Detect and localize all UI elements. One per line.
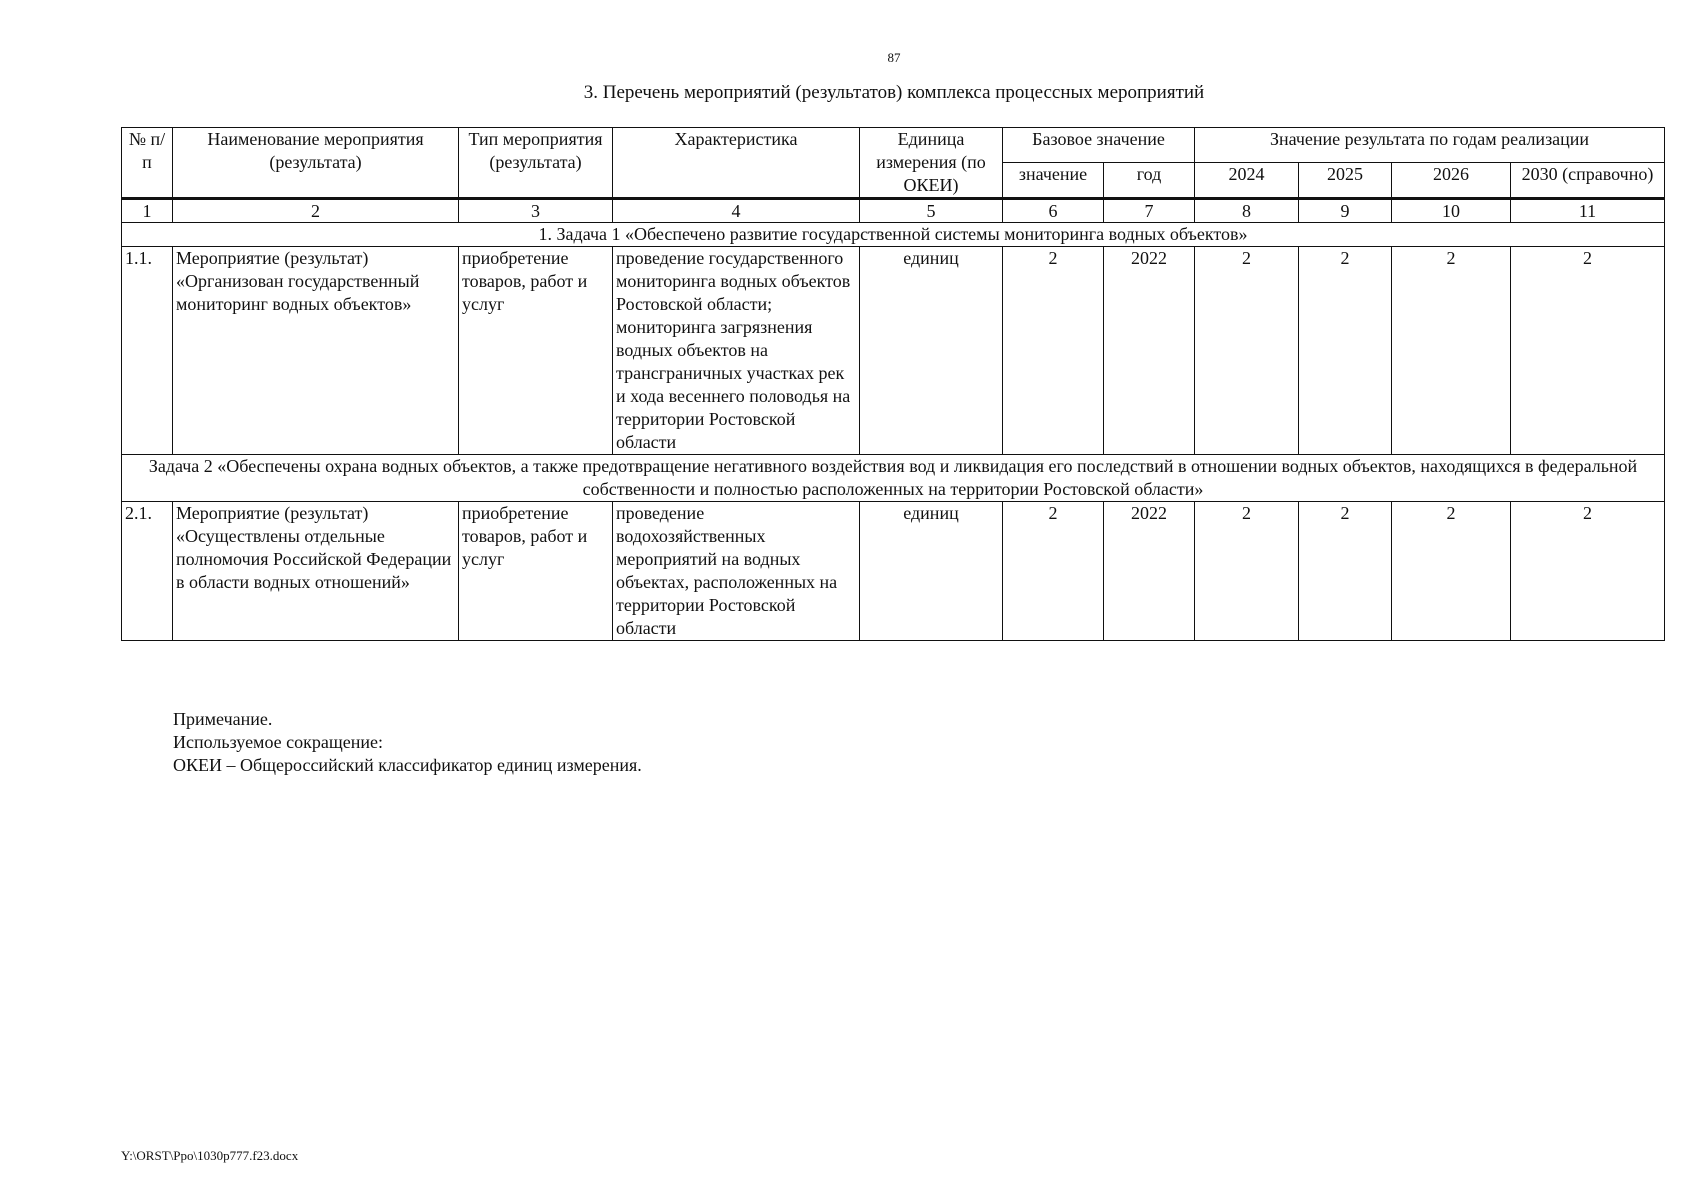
table-row <box>122 247 1665 455</box>
row-value-2026: 2 <box>1392 502 1511 641</box>
header-base-year: год <box>1104 162 1195 198</box>
document-title: 3. Перечень мероприятий (результатов) комплекса процессных мероприятий <box>583 82 1205 103</box>
notes-abbreviation: ОКЕИ – Общероссийский классификатор единиц измерения. <box>173 755 642 775</box>
header-type: Тип мероприятия (результата) <box>459 128 613 199</box>
row-base-year: 2022 <box>1104 502 1195 641</box>
row-characteristic: проведение водохозяйственных мероприятий на водных объектах, расположенных на территории Ростовской области <box>613 502 860 641</box>
row-value-2024: 2 <box>1195 502 1299 641</box>
row-name: Мероприятие (результат) «Осуществлены отдельные полномочия Российской Федерации в области водных отношений» <box>173 502 459 641</box>
header-unit: Единица измерения (по ОКЕИ) <box>860 128 1003 199</box>
row-base-value: 2 <box>1003 502 1104 641</box>
header-name: Наименование мероприятия (результата) <box>173 128 459 199</box>
row-value-2025: 2 <box>1299 247 1392 455</box>
notes-block <box>173 708 642 777</box>
column-number: 6 <box>1003 199 1104 223</box>
header-year-2025: 2025 <box>1299 162 1392 198</box>
column-number: 10 <box>1392 199 1511 223</box>
row-unit: единиц <box>860 247 1003 455</box>
header-year-2026: 2026 <box>1392 162 1511 198</box>
row-unit: единиц <box>860 502 1003 641</box>
task-1-header-row <box>122 223 1665 247</box>
column-number: 9 <box>1299 199 1392 223</box>
measures-table <box>121 127 1665 641</box>
column-number: 11 <box>1511 199 1665 223</box>
table-row <box>122 502 1665 641</box>
column-number: 7 <box>1104 199 1195 223</box>
row-name: Мероприятие (результат) «Организован государственный мониторинг водных объектов» <box>173 247 459 455</box>
notes-heading: Примечание. <box>173 709 273 729</box>
header-year-2030: 2030 (справочно) <box>1511 162 1665 198</box>
row-base-value: 2 <box>1003 247 1104 455</box>
row-value-2030: 2 <box>1511 247 1665 455</box>
header-base-value: значение <box>1003 162 1104 198</box>
header-row-1 <box>122 128 1665 163</box>
column-number: 3 <box>459 199 613 223</box>
row-value-2026: 2 <box>1392 247 1511 455</box>
header-years-group: Значение результата по годам реализации <box>1195 128 1665 163</box>
column-number: 5 <box>860 199 1003 223</box>
row-type: приобретение товаров, работ и услуг <box>459 502 613 641</box>
row-characteristic: проведение государственного мониторинга водных объектов Ростовской области; мониторинга загрязнения водных объектов на трансграничных участках рек и хода весеннего половодья на территории Ростовской области <box>613 247 860 455</box>
row-num: 1.1. <box>122 247 173 455</box>
row-type: приобретение товаров, работ и услуг <box>459 247 613 455</box>
task-2-header-row <box>122 455 1665 502</box>
task-2-title: Задача 2 «Обеспечены охрана водных объектов, а также предотвращение негативного воздействия вод и ликвидация его последствий в отношении водных объектов, находящихся в федеральной собственности и полностью расположенных на территории Ростовской области» <box>122 455 1665 502</box>
row-value-2030: 2 <box>1511 502 1665 641</box>
file-path: Y:\ORST\Ppo\1030p777.f23.docx <box>121 1148 299 1163</box>
header-num: № п/п <box>122 128 173 199</box>
row-base-year: 2022 <box>1104 247 1195 455</box>
row-value-2024: 2 <box>1195 247 1299 455</box>
task-1-title: 1. Задача 1 «Обеспечено развитие государственной системы мониторинга водных объектов» <box>122 223 1665 247</box>
row-num: 2.1. <box>122 502 173 641</box>
page-number: 87 <box>887 50 901 65</box>
column-number: 1 <box>122 199 173 223</box>
column-number: 4 <box>613 199 860 223</box>
header-base-group: Базовое значение <box>1003 128 1195 163</box>
column-number: 2 <box>173 199 459 223</box>
header-year-2024: 2024 <box>1195 162 1299 198</box>
header-characteristic: Характеристика <box>613 128 860 199</box>
row-value-2025: 2 <box>1299 502 1392 641</box>
column-number: 8 <box>1195 199 1299 223</box>
notes-subheading: Используемое сокращение: <box>173 732 383 752</box>
column-numbers-row <box>122 199 1665 223</box>
